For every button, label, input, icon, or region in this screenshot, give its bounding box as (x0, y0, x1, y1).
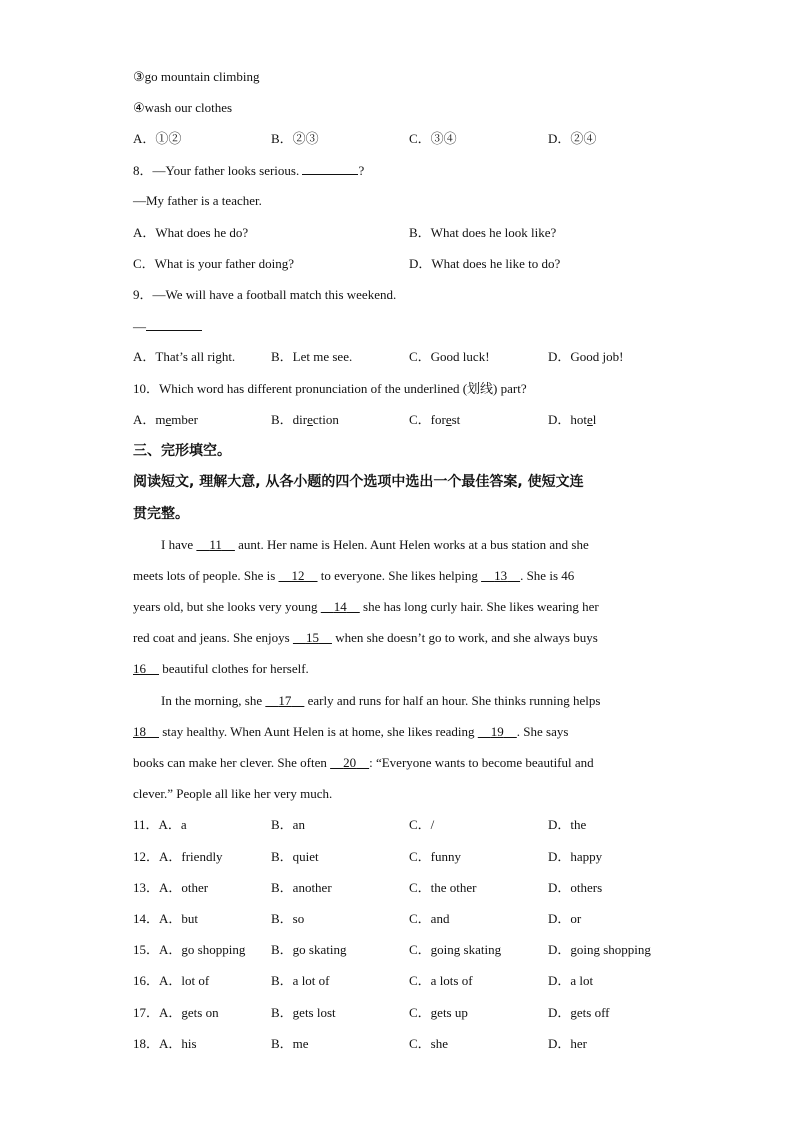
passage-text: she has long curly hair. She likes wearing her (359, 599, 599, 614)
passage-text: early and runs for half an hour. She thinks running helps (304, 693, 601, 708)
choice-13-c: C．the other (409, 880, 477, 895)
choice-18-d: D．her (548, 1036, 587, 1051)
q10-option-c (409, 411, 460, 429)
q10-a-suffix: mber (171, 412, 199, 427)
choice-number: 17． (133, 1005, 160, 1020)
q8-option-a: A．What does he do? (133, 225, 249, 240)
blank-13-number: 13 (494, 568, 508, 583)
choice-14-d: D．or (548, 911, 582, 926)
q10-d-underlined: e (587, 412, 593, 427)
choice-18-b: B．me (271, 1036, 309, 1051)
passage-text: : “Everyone wants to become beautiful and (369, 755, 594, 770)
choice-14-c: C．and (409, 911, 450, 926)
choice-13-a (133, 879, 208, 897)
passage-text: beautiful clothes for herself. (159, 661, 309, 676)
blank-12 (279, 568, 318, 583)
passage-text: stay healthy. When Aunt Helen is at home, she likes reading (159, 724, 478, 739)
choice-17-b: B．gets lost (271, 1005, 336, 1020)
q10-a-prefix: A．m (133, 412, 166, 427)
q9-option-a: A．That’s all right. (133, 349, 236, 364)
section-instruction-1: 阅读短文, 理解大意, 从各小题的四个选项中选出一个最佳答案, 使短文连 (133, 474, 584, 490)
choice-option: A．other (159, 880, 209, 895)
choice-13-b: B．another (271, 880, 332, 895)
blank-17 (265, 693, 304, 708)
passage-text: meets lots of people. She is (133, 568, 279, 583)
choice-16-b: B．a lot of (271, 973, 330, 988)
choice-16-d: D．a lot (548, 973, 594, 988)
q9-reply-dash: — (133, 319, 146, 334)
choice-number: 18． (133, 1036, 160, 1051)
passage-p1-line3 (133, 598, 661, 616)
q7-option-b: B．②③ (271, 131, 319, 146)
q7-item-3: ③go mountain climbing (133, 69, 260, 84)
choice-15-a (133, 941, 245, 959)
blank-17-number: 17 (278, 693, 292, 708)
q8-option-c: C．What is your father doing? (133, 256, 295, 271)
blank-15-number: 15 (305, 630, 319, 645)
passage-p1-line4 (133, 629, 661, 647)
passage-text: In the morning, she (161, 693, 266, 708)
choice-15-d: D．going shopping (548, 942, 651, 957)
choice-15-b: B．go skating (271, 942, 347, 957)
blank-18 (133, 724, 159, 739)
q8-answer-line: —My father is a teacher. (133, 193, 262, 208)
choice-18-c: C．she (409, 1036, 449, 1051)
passage-p2-line1 (133, 692, 661, 710)
q10-c-suffix: st (451, 412, 461, 427)
blank-19 (478, 724, 517, 739)
passage-p2-line2 (133, 723, 661, 741)
blank-12-number: 12 (291, 568, 305, 583)
choice-12-b: B．quiet (271, 849, 319, 864)
q7-item-4: ④wash our clothes (133, 100, 233, 115)
choice-11-c: C．/ (409, 817, 435, 832)
choice-12-c: C．funny (409, 849, 462, 864)
choice-17-c: C．gets up (409, 1005, 468, 1020)
q10-option-a (133, 411, 198, 429)
blank-14 (321, 599, 360, 614)
section-instruction-2: 贯完整。 (133, 506, 189, 522)
q8-prompt (133, 161, 364, 180)
choice-option: A．lot of (159, 973, 210, 988)
choice-12-d: D．happy (548, 849, 603, 864)
passage-text: . She says (516, 724, 569, 739)
q10-b-underlined: e (307, 412, 313, 427)
q7-option-d: D．②④ (548, 131, 597, 146)
choice-16-c: C．a lots of (409, 973, 473, 988)
q10-option-b (271, 411, 339, 429)
q8-option-b: B．What does he look like? (409, 225, 557, 240)
choice-number: 12． (133, 849, 160, 864)
q7-option-c: C．③④ (409, 131, 457, 146)
choice-option: A．his (159, 1036, 197, 1051)
choice-12-a (133, 848, 223, 866)
choice-13-d: D．others (548, 880, 603, 895)
blank-11 (196, 537, 235, 552)
q9-option-c: C．Good luck! (409, 349, 490, 364)
blank-20 (330, 755, 369, 770)
q9-option-d: D．Good job! (548, 349, 624, 364)
q10-d-suffix: l (592, 412, 597, 427)
choice-number: 14． (133, 911, 160, 926)
passage-p1-line2 (133, 567, 661, 585)
choice-number: 15． (133, 942, 160, 957)
choice-number: 13． (133, 880, 160, 895)
blank-20-number: 20 (343, 755, 357, 770)
choice-17-d: D．gets off (548, 1005, 610, 1020)
q10-a-underlined: e (165, 412, 172, 427)
choice-11-d: D．the (548, 817, 587, 832)
q9-blank (146, 317, 202, 331)
choice-18-a (133, 1035, 197, 1053)
choice-option: A．friendly (159, 849, 223, 864)
passage-p2-line4: clever.” People all like her very much. (133, 786, 333, 801)
blank-13 (481, 568, 520, 583)
q10-c-underlined: e (445, 412, 452, 427)
choice-option: A．but (159, 911, 199, 926)
choice-option: A．go shopping (159, 942, 246, 957)
q8-blank (302, 161, 358, 175)
q9-reply (133, 317, 202, 336)
passage-text: when she doesn’t go to work, and she always buys (331, 630, 598, 645)
choice-15-c: C．going skating (409, 942, 502, 957)
choice-14-a (133, 910, 198, 928)
passage-p1-line5 (133, 660, 661, 678)
choice-number: 11． (133, 817, 159, 832)
section-title: 三、完形填空。 (133, 443, 231, 459)
choice-14-b: B．so (271, 911, 305, 926)
q7-option-a: A．①② (133, 131, 182, 146)
passage-text: books can make her clever. She often (133, 755, 331, 770)
q10-b-suffix: ction (312, 412, 339, 427)
q8-prompt-text: 8．—Your father looks serious. (133, 163, 303, 178)
blank-16 (133, 661, 159, 676)
q10-b-prefix: B．dir (271, 412, 308, 427)
q10-prompt: 10．Which word has different pronunciation of the underlined (划线) part? (133, 381, 527, 396)
q8-option-d: D．What does he like to do? (409, 256, 561, 271)
blank-14-number: 14 (333, 599, 347, 614)
passage-text: to everyone. She likes helping (317, 568, 482, 583)
passage-text: . She is 46 (520, 568, 575, 583)
blank-19-number: 19 (490, 724, 504, 739)
passage-p2-line3 (133, 754, 661, 772)
q10-c-prefix: C．for (409, 412, 446, 427)
q10-d-prefix: D．hot (548, 412, 588, 427)
choice-11-a (133, 816, 187, 834)
blank-11-number: 11 (209, 537, 222, 552)
choice-17-a (133, 1004, 219, 1022)
choice-11-b: B．an (271, 817, 305, 832)
q9-prompt: 9．—We will have a football match this weekend. (133, 287, 397, 302)
q10-option-d (548, 411, 596, 429)
choice-number: 16． (133, 973, 160, 988)
passage-text: I have (161, 537, 197, 552)
q8-prompt-end: ? (358, 163, 365, 178)
blank-18-number: 18 (133, 724, 146, 739)
passage-p1-line1 (133, 536, 661, 554)
choice-option: A．gets on (159, 1005, 219, 1020)
choice-option: A．a (158, 817, 187, 832)
passage-text: years old, but she looks very young (133, 599, 321, 614)
blank-15 (293, 630, 332, 645)
choice-16-a (133, 972, 209, 990)
q9-option-b: B．Let me see. (271, 349, 353, 364)
passage-text: red coat and jeans. She enjoys (133, 630, 293, 645)
passage-text: aunt. Her name is Helen. Aunt Helen works at a bus station and she (234, 537, 589, 552)
blank-16-number: 16 (133, 661, 146, 676)
